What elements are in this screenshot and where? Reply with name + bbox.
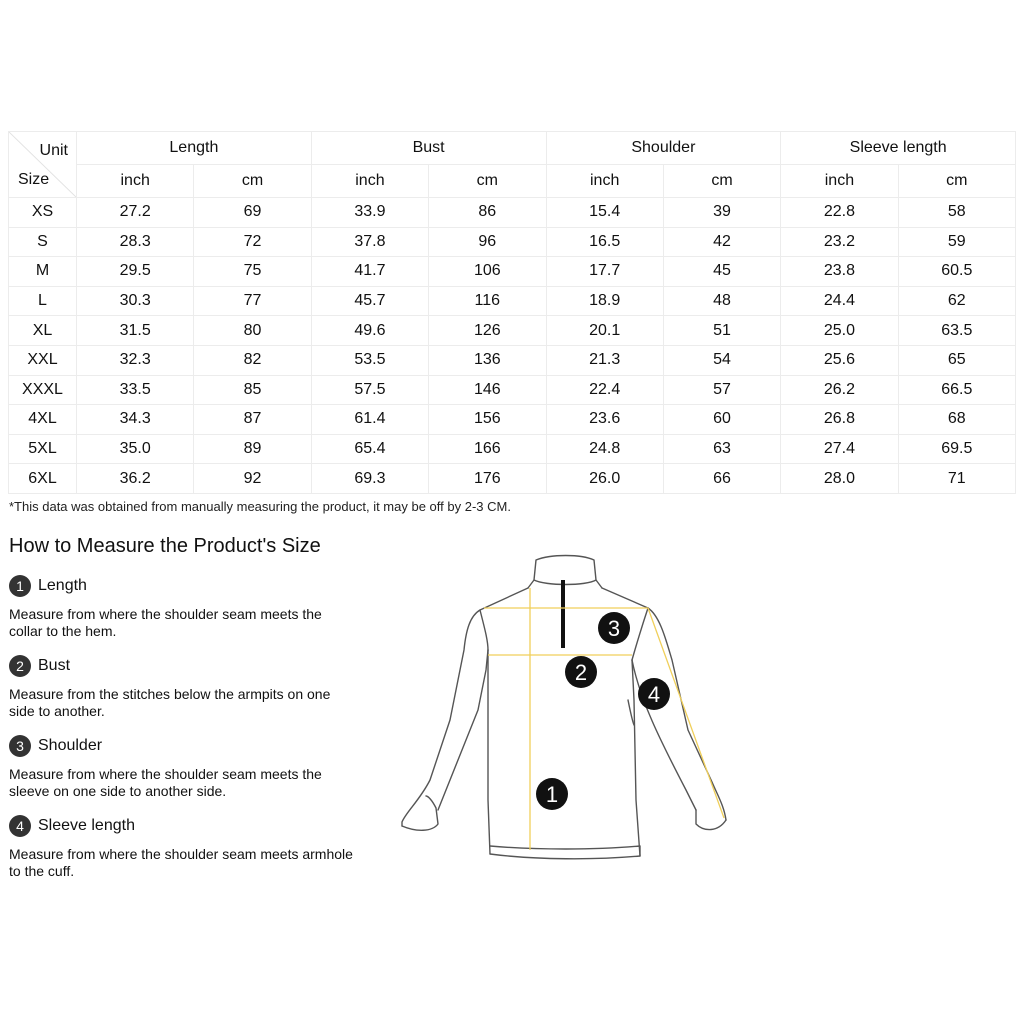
table-cell: 58	[898, 198, 1015, 228]
table-row	[9, 345, 1016, 375]
size-label-cell: 4XL	[9, 405, 77, 435]
step-title: Length	[38, 577, 87, 594]
step-shoulder	[9, 735, 369, 800]
unit-header: inch	[546, 165, 663, 198]
table-body	[9, 198, 1016, 494]
table-cell: 51	[663, 316, 780, 346]
step-sleeve-length	[9, 815, 369, 880]
unit-header: cm	[663, 165, 780, 198]
table-cell: 80	[194, 316, 311, 346]
table-row	[9, 257, 1016, 287]
table-cell: 136	[429, 345, 546, 375]
table-cell: 29.5	[77, 257, 194, 287]
group-header-bust: Bust	[311, 132, 546, 165]
table-cell: 21.3	[546, 345, 663, 375]
sleeve-guide-line	[648, 608, 724, 818]
table-cell: 25.6	[781, 345, 898, 375]
table-cell: 17.7	[546, 257, 663, 287]
step-description: Measure from where the shoulder seam meets the sleeve on one side to another side.	[9, 766, 322, 799]
table-cell: 22.8	[781, 198, 898, 228]
marker-shoulder	[598, 612, 630, 644]
table-cell: 89	[194, 434, 311, 464]
table-cell: 54	[663, 345, 780, 375]
table-cell: 146	[429, 375, 546, 405]
table-cell: 45	[663, 257, 780, 287]
step-title: Sleeve length	[38, 817, 135, 834]
table-cell: 30.3	[77, 286, 194, 316]
table-cell: 68	[898, 405, 1015, 435]
table-cell: 166	[429, 434, 546, 464]
marker-label: 3	[607, 616, 621, 641]
measure-section-title: How to Measure the Product's Size	[9, 535, 321, 557]
table-cell: 34.3	[77, 405, 194, 435]
measurement-note: *This data was obtained from manually measuring the product, it may be off by 2-3 CM.	[9, 499, 511, 514]
table-row	[9, 286, 1016, 316]
table-cell: 71	[898, 464, 1015, 494]
table-cell: 61.4	[311, 405, 428, 435]
unit-header: cm	[429, 165, 546, 198]
table-cell: 48	[663, 286, 780, 316]
table-cell: 45.7	[311, 286, 428, 316]
size-label-cell: XXL	[9, 345, 77, 375]
group-header-length: Length	[77, 132, 312, 165]
garment-measure-diagram	[396, 550, 732, 870]
table-cell: 176	[429, 464, 546, 494]
table-cell: 72	[194, 227, 311, 257]
step-description: Measure from where the shoulder seam meets the collar to the hem.	[9, 606, 322, 639]
table-cell: 23.6	[546, 405, 663, 435]
corner-size-label: Size	[18, 171, 50, 188]
table-cell: 25.0	[781, 316, 898, 346]
table-cell: 65.4	[311, 434, 428, 464]
table-row	[9, 375, 1016, 405]
step-length	[9, 575, 369, 640]
table-cell: 22.4	[546, 375, 663, 405]
table-cell: 156	[429, 405, 546, 435]
table-cell: 65	[898, 345, 1015, 375]
step-number-badge: 1	[9, 575, 31, 597]
table-cell: 60.5	[898, 257, 1015, 287]
table-cell: 87	[194, 405, 311, 435]
table-cell: 53.5	[311, 345, 428, 375]
marker-label: 2	[574, 660, 588, 685]
table-cell: 39	[663, 198, 780, 228]
table-cell: 18.9	[546, 286, 663, 316]
table-cell: 96	[429, 227, 546, 257]
table-cell: 69.3	[311, 464, 428, 494]
unit-header: cm	[898, 165, 1015, 198]
marker-label: 1	[545, 782, 559, 807]
table-cell: 23.8	[781, 257, 898, 287]
table-row	[9, 405, 1016, 435]
table-row	[9, 198, 1016, 228]
table-cell: 27.4	[781, 434, 898, 464]
table-cell: 63	[663, 434, 780, 464]
group-header-sleeve-length: Sleeve length	[781, 132, 1016, 165]
size-label-cell: XL	[9, 316, 77, 346]
table-cell: 15.4	[546, 198, 663, 228]
table-cell: 77	[194, 286, 311, 316]
table-cell: 106	[429, 257, 546, 287]
table-cell: 35.0	[77, 434, 194, 464]
marker-bust	[565, 656, 597, 688]
step-number-badge: 4	[9, 815, 31, 837]
table-cell: 41.7	[311, 257, 428, 287]
table-cell: 16.5	[546, 227, 663, 257]
table-cell: 26.2	[781, 375, 898, 405]
table-cell: 59	[898, 227, 1015, 257]
table-cell: 62	[898, 286, 1015, 316]
unit-header: inch	[77, 165, 194, 198]
unit-header: inch	[781, 165, 898, 198]
table-header-groups	[9, 132, 1016, 165]
table-cell: 116	[429, 286, 546, 316]
table-cell: 31.5	[77, 316, 194, 346]
marker-length	[536, 778, 568, 810]
table-cell: 36.2	[77, 464, 194, 494]
table-cell: 26.8	[781, 405, 898, 435]
table-row	[9, 434, 1016, 464]
size-chart-table	[8, 131, 1016, 494]
step-description: Measure from where the shoulder seam meets armhole to the cuff.	[9, 846, 353, 879]
table-cell: 32.3	[77, 345, 194, 375]
table-cell: 92	[194, 464, 311, 494]
marker-sleeve-length	[638, 678, 670, 710]
table-cell: 82	[194, 345, 311, 375]
table-cell: 33.9	[311, 198, 428, 228]
table-cell: 126	[429, 316, 546, 346]
group-header-shoulder: Shoulder	[546, 132, 781, 165]
table-cell: 60	[663, 405, 780, 435]
table-cell: 66	[663, 464, 780, 494]
table-cell: 86	[429, 198, 546, 228]
table-cell: 66.5	[898, 375, 1015, 405]
table-cell: 42	[663, 227, 780, 257]
marker-label: 4	[647, 682, 661, 707]
table-cell: 26.0	[546, 464, 663, 494]
corner-unit-label: Unit	[39, 142, 68, 159]
unit-header: cm	[194, 165, 311, 198]
table-cell: 57	[663, 375, 780, 405]
table-row	[9, 227, 1016, 257]
size-label-cell: XXXL	[9, 375, 77, 405]
table-cell: 24.8	[546, 434, 663, 464]
step-number-badge: 3	[9, 735, 31, 757]
table-cell: 27.2	[77, 198, 194, 228]
table-row	[9, 464, 1016, 494]
table-cell: 63.5	[898, 316, 1015, 346]
table-cell: 28.3	[77, 227, 194, 257]
table-cell: 49.6	[311, 316, 428, 346]
size-label-cell: M	[9, 257, 77, 287]
table-cell: 57.5	[311, 375, 428, 405]
table-cell: 75	[194, 257, 311, 287]
step-title: Shoulder	[38, 737, 103, 754]
step-bust	[9, 655, 369, 720]
size-label-cell: S	[9, 227, 77, 257]
table-cell: 24.4	[781, 286, 898, 316]
table-cell: 20.1	[546, 316, 663, 346]
table-cell: 33.5	[77, 375, 194, 405]
step-title: Bust	[38, 657, 71, 674]
size-label-cell: 5XL	[9, 434, 77, 464]
step-description: Measure from the stitches below the armpits on one side to another.	[9, 686, 331, 719]
size-label-cell: XS	[9, 198, 77, 228]
table-cell: 85	[194, 375, 311, 405]
size-label-cell: 6XL	[9, 464, 77, 494]
table-cell: 69.5	[898, 434, 1015, 464]
size-label-cell: L	[9, 286, 77, 316]
table-header-units	[9, 165, 1016, 198]
step-number-badge: 2	[9, 655, 31, 677]
table-row	[9, 316, 1016, 346]
table-cell: 69	[194, 198, 311, 228]
table-cell: 28.0	[781, 464, 898, 494]
table-cell: 37.8	[311, 227, 428, 257]
table-corner-cell	[9, 132, 77, 198]
table-cell: 23.2	[781, 227, 898, 257]
unit-header: inch	[311, 165, 428, 198]
